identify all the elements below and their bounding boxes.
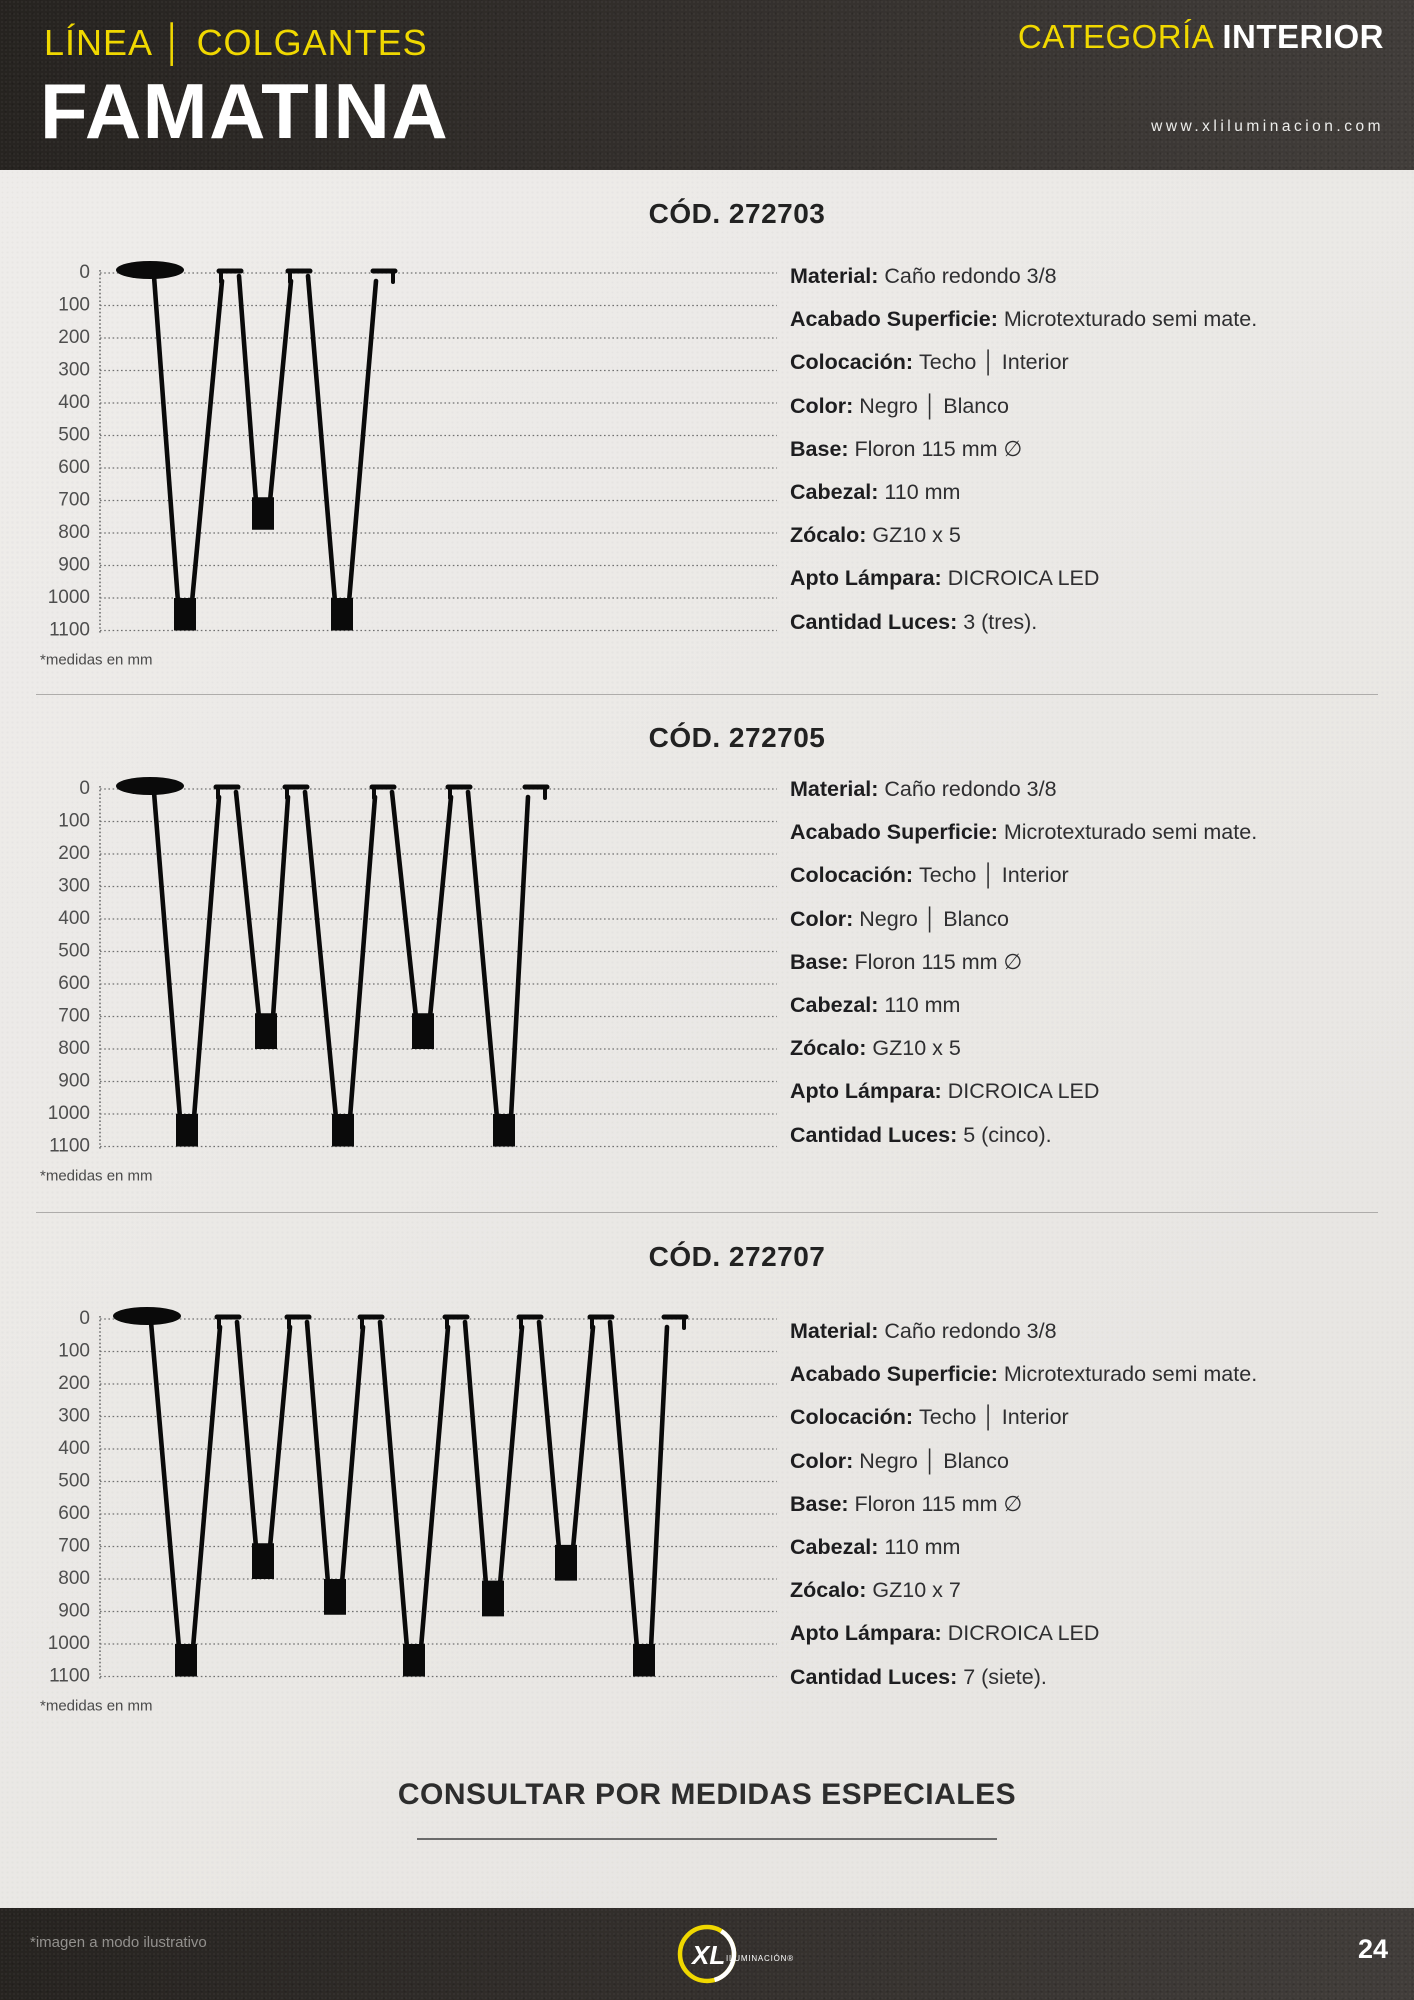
spec-value: Caño redondo 3/8: [884, 777, 1057, 801]
spec-list: [790, 768, 1410, 1157]
canopy-floron: [113, 1307, 181, 1325]
axis-label: 700: [58, 1005, 90, 1027]
spec-label: Zócalo:: [790, 1578, 873, 1603]
spec-value: 7 (siete).: [963, 1664, 1047, 1689]
spec-value: Techo │ Interior: [919, 350, 1069, 375]
spec-value: GZ10 x 5: [872, 523, 961, 548]
spec-value: 110 mm: [884, 1534, 961, 1559]
axis-label: 300: [58, 359, 90, 381]
spec-row: [790, 1396, 1410, 1439]
spec-value: Caño redondo 3/8: [884, 1319, 1057, 1343]
category-value: INTERIOR: [1222, 18, 1384, 55]
spec-row: [790, 557, 1410, 600]
spec-row: [790, 1114, 1410, 1157]
pendant-wire: [342, 1327, 363, 1583]
axis-label: 400: [58, 908, 90, 930]
page-number: 24: [1357, 1934, 1388, 1964]
pendant-wire: [573, 1327, 593, 1549]
spec-label: Color:: [790, 393, 860, 418]
spec-label: Cantidad Luces:: [790, 1122, 964, 1147]
axis-label: 700: [58, 1535, 90, 1557]
website-url: www.xliluminacion.com: [1151, 118, 1384, 135]
spec-value: Floron 115 mm ∅: [854, 1491, 1023, 1516]
spec-label: Acabado Superficie:: [790, 1362, 1004, 1387]
spec-value: Microtexturado semi mate.: [1003, 1362, 1258, 1387]
spec-value: Caño redondo 3/8: [884, 264, 1057, 288]
section-divider: [36, 1212, 1378, 1213]
spec-value: 3 (tres).: [963, 609, 1038, 634]
lamp-head: [555, 1545, 577, 1581]
axis-label: 100: [58, 810, 90, 832]
lamp-head: [633, 1644, 655, 1677]
spec-value: Negro │ Blanco: [859, 906, 1009, 931]
spec-label: Apto Lámpara:: [790, 566, 948, 591]
spec-row: [790, 984, 1410, 1027]
axis-label: 400: [58, 392, 90, 414]
canopy-floron: [116, 777, 184, 795]
pendant-wire: [350, 797, 375, 1118]
axis-label: 900: [58, 1070, 90, 1092]
axis-label: 0: [79, 262, 90, 284]
spec-row: [790, 428, 1410, 471]
logo-xl-text: XL: [692, 1940, 726, 1970]
spec-label: Zócalo:: [790, 1036, 873, 1061]
spec-label: Cabezal:: [790, 992, 885, 1017]
pendant-wire: [308, 276, 335, 602]
spec-label: Apto Lámpara:: [790, 1079, 948, 1104]
spec-label: Zócalo:: [790, 523, 873, 548]
spec-label: Cantidad Luces:: [790, 1664, 964, 1689]
lamp-head: [255, 1013, 277, 1049]
spec-label: Base:: [790, 949, 855, 974]
axis-label: 200: [58, 843, 90, 865]
pendant-wire: [151, 1322, 179, 1648]
spec-value: 5 (cinco).: [963, 1122, 1052, 1147]
spec-value: Techo │ Interior: [919, 1405, 1069, 1430]
spec-value: Microtexturado semi mate.: [1003, 307, 1258, 332]
pendant-wire: [468, 792, 497, 1118]
lamp-head: [482, 1581, 504, 1617]
banner-underline: [417, 1838, 997, 1840]
axis-label: 500: [58, 424, 90, 446]
axis-label: 0: [79, 778, 90, 800]
spec-row: [790, 255, 1410, 298]
axis-label: 1000: [47, 587, 90, 609]
canopy-floron: [116, 261, 184, 279]
measure-note: *medidas en mm: [40, 1697, 153, 1715]
axis-label: 1100: [49, 619, 90, 641]
spec-label: Colocación:: [790, 1405, 920, 1430]
pendant-wire: [194, 797, 219, 1118]
spec-label: Color:: [790, 1448, 860, 1473]
spec-label: Base:: [790, 436, 855, 461]
axis-label: 1100: [49, 1665, 90, 1687]
axis-label: 500: [58, 1470, 90, 1492]
spec-row: [790, 768, 1410, 811]
section-code: CÓD. 272707: [648, 1241, 826, 1272]
section-code: CÓD. 272703: [648, 198, 826, 229]
spec-value: DICROICA LED: [947, 1079, 1100, 1104]
pendant-wire: [154, 276, 178, 602]
pendant-wire: [307, 1322, 328, 1583]
spec-row: [790, 941, 1410, 984]
axis-label: 700: [58, 489, 90, 511]
lamp-head: [332, 1114, 354, 1147]
spec-label: Material:: [790, 264, 885, 288]
lamp-head: [174, 598, 196, 631]
spec-label: Cabezal:: [790, 1534, 885, 1559]
pendant-wire: [500, 1327, 522, 1585]
axis-label: 500: [58, 940, 90, 962]
lamp-head: [252, 497, 274, 530]
axis-label: 600: [58, 973, 90, 995]
pendant-wire: [465, 1322, 486, 1585]
spec-row: [790, 1569, 1410, 1612]
height-diagram: [36, 244, 796, 684]
axis-label: 200: [58, 1373, 90, 1395]
spec-value: GZ10 x 5: [872, 1036, 961, 1061]
axis-label: 1100: [49, 1135, 90, 1157]
axis-label: 1000: [47, 1103, 90, 1125]
spec-value: Floron 115 mm ∅: [854, 436, 1023, 461]
spec-label: Colocación:: [790, 350, 920, 375]
spec-value: Microtexturado semi mate.: [1003, 820, 1258, 845]
logo-wordmark: ILUMINACIÓN®: [726, 1954, 794, 1963]
axis-label: 600: [58, 457, 90, 479]
spec-row: [790, 1483, 1410, 1526]
category-label: [1018, 18, 1384, 56]
spec-value: Negro │ Blanco: [859, 393, 1009, 418]
lamp-head: [331, 598, 353, 631]
axis-label: 100: [58, 294, 90, 316]
spec-row: [790, 1027, 1410, 1070]
spec-row: [790, 1310, 1410, 1353]
category-word: CATEGORÍA: [1017, 18, 1215, 55]
spec-value: DICROICA LED: [947, 566, 1100, 591]
spec-label: Material:: [790, 1319, 885, 1343]
pendant-wire: [154, 792, 180, 1118]
spec-row: [790, 1353, 1410, 1396]
measure-note: *medidas en mm: [40, 1167, 153, 1185]
spec-row: [790, 898, 1410, 941]
axis-label: 1000: [47, 1633, 90, 1655]
pendant-wire: [651, 1327, 667, 1648]
section-divider: [36, 694, 1378, 695]
spec-label: Base:: [790, 1491, 855, 1516]
spec-row: [790, 811, 1410, 854]
spec-value: Floron 115 mm ∅: [854, 949, 1023, 974]
axis-label: 800: [58, 1568, 90, 1590]
section-code: CÓD. 272705: [648, 722, 826, 753]
pendant-wire: [193, 1327, 220, 1648]
lamp-head: [493, 1114, 515, 1147]
axis-label: 400: [58, 1438, 90, 1460]
measure-note: *medidas en mm: [40, 651, 153, 669]
spec-label: Color:: [790, 906, 860, 931]
pendant-wire: [270, 1327, 290, 1547]
product-title: FAMATINA: [40, 67, 450, 155]
spec-value: 110 mm: [884, 479, 961, 504]
height-diagram: [36, 1290, 796, 1730]
spec-row: [790, 341, 1410, 384]
spec-label: Acabado Superficie:: [790, 307, 1004, 332]
spec-value: 110 mm: [884, 992, 961, 1017]
spec-list: [790, 1310, 1410, 1699]
spec-label: Cantidad Luces:: [790, 609, 964, 634]
page-header: [0, 0, 1414, 170]
pendant-wire: [270, 281, 291, 501]
pendant-wire: [610, 1322, 637, 1648]
spec-label: Colocación:: [790, 863, 920, 888]
axis-label: 800: [58, 522, 90, 544]
spec-row: [790, 1526, 1410, 1569]
pendant-wire: [380, 1322, 407, 1648]
spec-row: [790, 471, 1410, 514]
axis-label: 100: [58, 1340, 90, 1362]
pendant-wire: [511, 797, 528, 1118]
axis-label: 200: [58, 327, 90, 349]
spec-value: DICROICA LED: [947, 1621, 1100, 1646]
axis-label: 0: [79, 1308, 90, 1330]
spec-label: Material:: [790, 777, 885, 801]
axis-label: 800: [58, 1038, 90, 1060]
special-sizes-banner: CONSULTAR POR MEDIDAS ESPECIALES: [397, 1778, 1017, 1811]
pendant-wire: [539, 1322, 559, 1549]
page-footer: [0, 1908, 1414, 2000]
lamp-head: [252, 1543, 274, 1579]
pendant-wire: [421, 1327, 448, 1648]
lamp-head: [175, 1644, 197, 1677]
lamp-head: [412, 1013, 434, 1049]
spec-row: [790, 1612, 1410, 1655]
spec-row: [790, 298, 1410, 341]
spec-label: Apto Lámpara:: [790, 1621, 948, 1646]
axis-label: 300: [58, 875, 90, 897]
illustrative-note: *imagen a modo ilustrativo: [30, 1934, 207, 1951]
axis-label: 300: [58, 1405, 90, 1427]
spec-row: [790, 1070, 1410, 1113]
spec-row: [790, 854, 1410, 897]
axis-label: 900: [58, 1600, 90, 1622]
spec-row: [790, 601, 1410, 644]
lamp-head: [176, 1114, 198, 1147]
spec-label: Cabezal:: [790, 479, 885, 504]
spec-row: [790, 1440, 1410, 1483]
spec-value: Techo │ Interior: [919, 863, 1069, 888]
pendant-wire: [192, 281, 222, 602]
lamp-head: [324, 1579, 346, 1615]
axis-label: 900: [58, 554, 90, 576]
axis-label: 600: [58, 1503, 90, 1525]
spec-row: [790, 514, 1410, 557]
lamp-head: [403, 1644, 425, 1677]
pendant-wire: [349, 281, 376, 602]
pendant-wire: [305, 792, 336, 1118]
spec-value: Negro │ Blanco: [859, 1448, 1009, 1473]
spec-row: [790, 1656, 1410, 1699]
height-diagram: [36, 760, 796, 1200]
xl-logo: [671, 1920, 831, 1988]
spec-label: Acabado Superficie:: [790, 820, 1004, 845]
spec-value: GZ10 x 7: [872, 1578, 961, 1603]
spec-list: [790, 255, 1410, 644]
line-colgantes-label: LÍNEA │ COLGANTES: [44, 22, 428, 63]
spec-row: [790, 385, 1410, 428]
